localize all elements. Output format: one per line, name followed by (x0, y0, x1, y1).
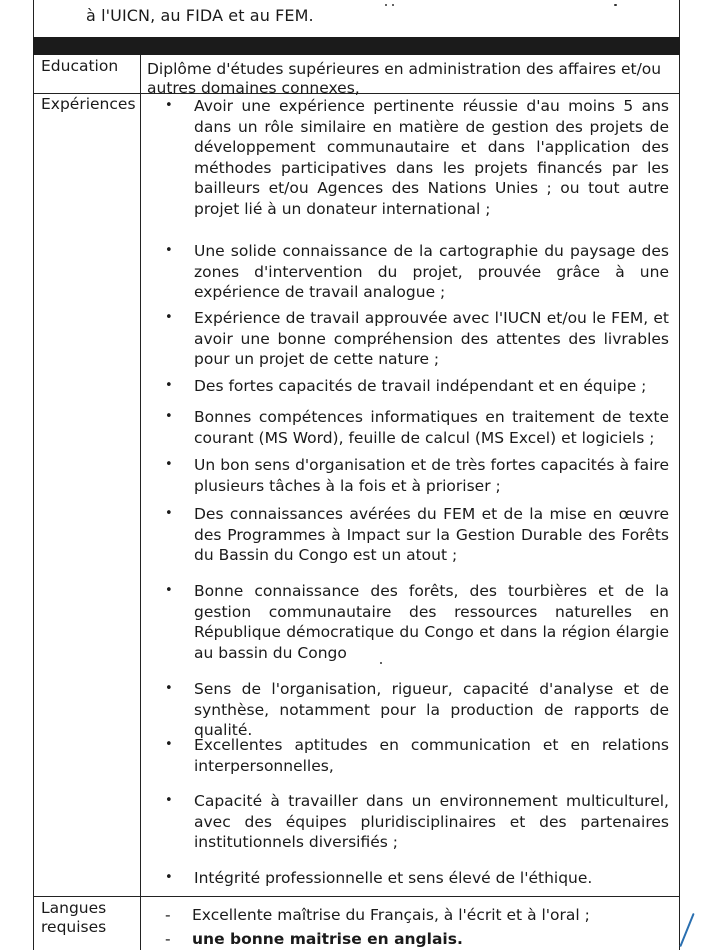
row-divider-experiences (33, 896, 680, 897)
languages-label-line2: requises (41, 918, 107, 936)
experiences-label: Expériences (41, 95, 136, 113)
list-item: • Bonnes compétences informatiques en traitement de texte courant (MS Word), feuille de calcul (MS Excel) et logiciels ; (165, 408, 669, 447)
scan-speck (385, 4, 387, 6)
bullet-dot: • (165, 409, 173, 424)
scan-speck (380, 662, 382, 664)
list-item: • Capacité à travailler dans un environnement multiculturel, avec des équipes pluridisciplinaires et des partenaires institutionnels diversifiés ; (165, 792, 669, 851)
intro-line: à l'UICN, au FIDA et au FEM. (86, 6, 314, 25)
bullet-dot: • (165, 506, 173, 521)
list-item: • Des connaissances avérées du FEM et de la mise en œuvre des Programmes à Impact sur la Gestion Durable des Forêts du Bassin du Congo est un atout ; (165, 505, 669, 564)
list-item: • Une solide connaissance de la cartographie du paysage des zones d'intervention du projet, prouvée grâce à une expérience de travail analogue ; (165, 242, 669, 301)
dash-marker: - (165, 906, 171, 924)
list-item: • Intégrité professionnelle et sens élevé de l'éthique. (165, 869, 593, 887)
bullet-dot: • (165, 870, 173, 885)
list-item: • Avoir une expérience pertinente réussie d'au moins 5 ans dans un rôle similaire en matière de gestion des projets de développement communautaire et dans l'application des méthodes participatives dans les projets financés par les bailleurs et/ou Agences des Nations Unies ; ou tout autre projet lié à un donateur international ; (165, 97, 669, 218)
list-item: • Bonne connaissance des forêts, des tourbières et de la gestion communautaire des ressources naturelles en République démocratique du Congo et dans la région élargie au bassin du Congo (165, 582, 669, 662)
list-item: • Un bon sens d'organisation et de très fortes capacités à faire plusieurs tâches à la fois et à prioriser ; (165, 456, 669, 495)
table-header-bar (33, 37, 680, 55)
bullet-dot: • (165, 583, 173, 598)
bullet-dot: • (165, 243, 173, 258)
bullet-dot: • (165, 681, 173, 696)
pen-stroke (679, 913, 694, 947)
list-item: - une bonne maitrise en anglais. (165, 930, 463, 948)
column-divider (140, 55, 141, 950)
bullet-dot: • (165, 98, 173, 113)
bullet-dot: • (165, 310, 173, 325)
scan-speck (392, 4, 394, 6)
list-item: • Expérience de travail approuvée avec l'IUCN et/ou le FEM, et avoir une bonne compréhension des attentes des livrables pour un projet de cette nature ; (165, 309, 669, 368)
languages-label-line1: Langues (41, 899, 107, 917)
education-text: Diplôme d'études supérieures en administration des affaires et/ou autres domaines connexes, (147, 60, 662, 97)
dash-marker: - (165, 930, 171, 948)
bullet-dot: • (165, 737, 173, 752)
education-label: Education (41, 57, 119, 75)
list-item: • Sens de l'organisation, rigueur, capacité d'analyse et de synthèse, notamment pour la production de rapports de qualité. (165, 680, 669, 739)
list-item: • Des fortes capacités de travail indépendant et en équipe ; (165, 377, 647, 395)
list-item: - Excellente maîtrise du Français, à l'écrit et à l'oral ; (165, 906, 590, 924)
scan-speck (614, 4, 617, 6)
bullet-dot: • (165, 457, 173, 472)
bullet-dot: • (165, 378, 173, 393)
bullet-dot: • (165, 793, 173, 808)
list-item: • Excellentes aptitudes en communication et en relations interpersonnelles, (165, 736, 669, 775)
